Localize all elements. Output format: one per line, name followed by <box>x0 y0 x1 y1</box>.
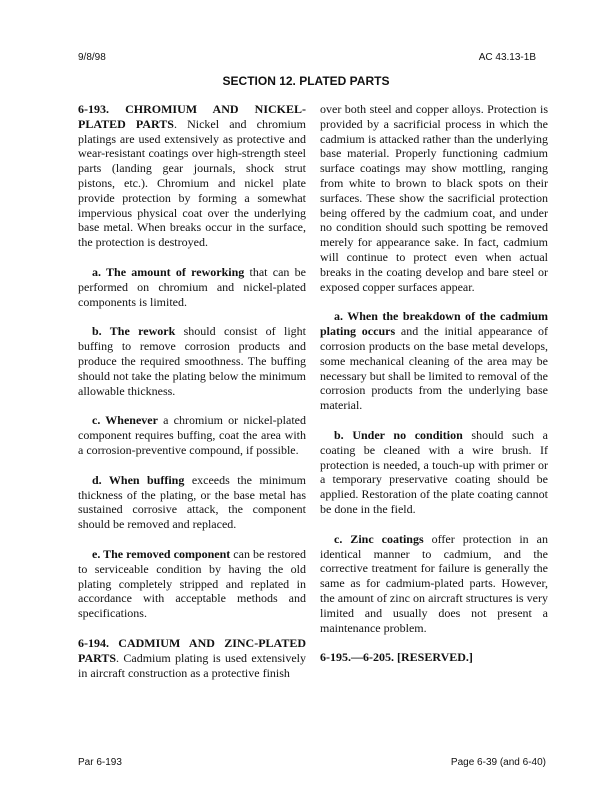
subparagraph-cadmium-c <box>320 532 548 636</box>
subparagraph-b-lead: b. The rework <box>92 324 176 339</box>
subparagraph-cadmium-a <box>320 309 548 413</box>
left-column <box>78 102 306 695</box>
subparagraph-e <box>78 547 306 621</box>
subparagraph-d-lead: d. When buffing <box>92 472 185 487</box>
subparagraph-d-body: exceeds the minimum thickness of the plating, or the base metal has sustained corrosive attack, the component should be removed and replaced. <box>78 472 307 532</box>
footer-paragraph-ref: Par 6-193 <box>78 757 122 768</box>
subparagraph-e-body: can be restored to serviceable condition by having the old plating completely stripped and replated in accordance with acceptable methods and specifications. <box>78 546 306 621</box>
subparagraph-cadmium-c-lead: c. Zinc coatings <box>334 531 424 546</box>
subparagraph-b <box>78 324 306 398</box>
subparagraph-e-lead: e. The removed component <box>92 546 231 561</box>
section-title: SECTION 12. PLATED PARTS <box>222 74 390 88</box>
subparagraph-a-body: that can be performed on chromium and nickel-plated components is limited. <box>78 264 307 309</box>
paragraph-6-193 <box>78 102 306 250</box>
paragraph-6-194-body: . Cadmium plating is used extensively in aircraft construction as a protective finish <box>78 650 306 680</box>
subparagraph-d <box>78 473 306 532</box>
paragraph-6-193-body: . Nickel and chromium platings are used extensively as protective and wear-resistant coatings over high-strength steel parts (landing gear journals, shock strut pistons, etc.). Chromium and nickel plate provide protection by forming a somewhat impervious physical coat over the underlying base metal. When breaks occur in the surface, the protection is destroyed. <box>78 116 306 250</box>
reserved-paragraphs: 6-195.—6-205. [RESERVED.] <box>320 650 473 665</box>
footer-page-number: Page 6-39 (and 6-40) <box>450 757 546 768</box>
subparagraph-cadmium-c-body: offer protection in an identical manner to cadmium, and the corrective treatment for failure is generally the same as for cadmium-plated parts. However, the amount of zinc on aircraft structures is very limited and usually does not present a maintenance problem. <box>320 531 548 635</box>
header-date: 9/8/98 <box>78 52 106 63</box>
subparagraph-cadmium-b-lead: b. Under no condition <box>334 427 463 442</box>
subparagraph-c-body: a chromium or nickel-plated component requires buffing, coat the area with a corrosion-preventive compound, if possible. <box>78 413 306 457</box>
subparagraph-cadmium-b-body: should such a coating be cleaned with a wire brush. If protection is needed, a touch-up with primer or a temporary preservative coating should be applied. Restoration of the plate coating cannot be done in the field. <box>320 427 549 516</box>
header-doc-id: AC 43.13-1B <box>478 52 536 63</box>
paragraph-6-193-title: 6-193. CHROMIUM AND NICKEL-PLATED PARTS <box>78 102 306 131</box>
subparagraph-a <box>78 265 306 309</box>
right-column <box>320 102 548 680</box>
subparagraph-cadmium-a-body: and the initial appearance of corrosion products on the base metal develops, some mechanical cleaning of the area may be necessary but shall be limited to removal of the corrosion products from the underlying base material. <box>320 324 548 413</box>
subparagraph-a-lead: a. The amount of reworking <box>92 264 245 279</box>
subparagraph-b-body: should consist of light buffing to remove corrosion products and produce the required smoothness. The buffing should not take the plating below the minimum allowable thickness. <box>78 324 306 398</box>
subparagraph-c-lead: c. Whenever <box>92 413 158 428</box>
paragraph-6-194-title: 6-194. CADMIUM AND ZINC-PLATED PARTS <box>78 635 306 665</box>
subparagraph-c <box>78 413 306 457</box>
paragraph-6-194-continued: over both steel and copper alloys. Protection is provided by a sacrificial process in which the cadmium is attacked rather than the underlying base material. Properly functioning cadmium surface coatings may show mottling, ranging from white to brown to black spots on their surfaces. These show the sacrificial protection being offered by the cadmium coat, and under no condition should such spotting be removed merely for appearance sake. In fact, cadmium will continue to protect even when actual breaks in the coating develop and bare steel or exposed copper surfaces appear. <box>320 102 548 294</box>
paragraph-6-194 <box>78 636 306 680</box>
subparagraph-cadmium-a-lead: a. When the breakdown of the cadmium plating occurs <box>320 309 548 339</box>
subparagraph-cadmium-b <box>320 428 548 517</box>
